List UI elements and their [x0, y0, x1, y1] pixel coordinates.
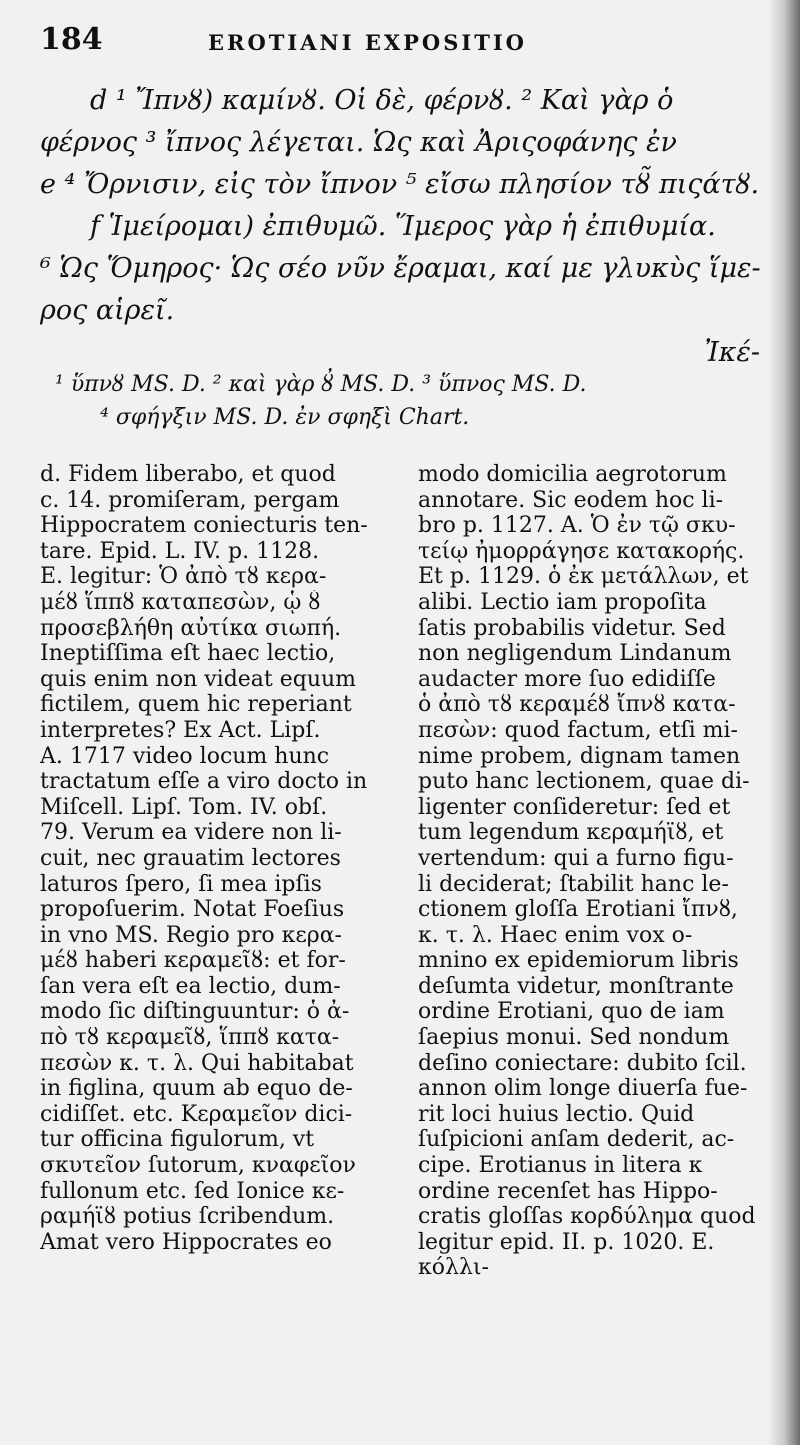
footnotes	[55, 368, 775, 434]
text-line: πεσὼν: quod factum, etſi mi-	[418, 717, 738, 743]
text-line: ραμήϊȣ potius ſcribendum.	[40, 1204, 335, 1230]
text-line: tare. Epid. L. IV. p. 1128.	[40, 538, 320, 564]
text-line: cuit, nec grauatim lectores	[40, 845, 341, 871]
text-line: Miſcell. Lipſ. Tom. IV. obſ.	[40, 794, 328, 820]
text-line: deſumta videtur, monſtrante	[418, 973, 734, 999]
text-line: 79. Verum ea videre non li-	[40, 820, 342, 846]
text-line: rit loci huius lectio. Quid	[418, 1101, 695, 1127]
text-line: fullonum etc. ſed Ionice κε-	[40, 1178, 345, 1204]
text-line: in figlina, quum ab equo de-	[40, 1076, 353, 1102]
text-line: interpretes? Ex Act. Lipſ.	[40, 717, 321, 743]
greek-line: φέρνος ³ ἴπνος λέγεται. Ὡς καὶ Ἀριςοφάνης ἐν	[40, 127, 677, 158]
text-line: modo domicilia aegrotorum	[418, 462, 727, 487]
text-line: tur officina figulorum, vt	[40, 1127, 315, 1153]
footnote-line: ¹ ὕπνȣ MS. D. ² καὶ γὰρ ȣ̓ MS. D. ³ ὕπνος MS. D.	[55, 372, 587, 397]
page-number: 184	[40, 22, 103, 57]
text-line: vertendum: qui a furno figu-	[418, 845, 734, 871]
text-line: non negligendum Lindanum	[418, 641, 732, 667]
text-line: ligenter conſideretur: ſed et	[418, 794, 731, 820]
text-line: d. Fidem liberabo, et quod	[40, 462, 336, 487]
text-line: legitur epid. II. p. 1020. E.	[418, 1229, 715, 1255]
text-line: ordine Erotiani, quo de iam	[418, 999, 725, 1025]
greek-line: e ⁴ Ὄρνισιν, εἰς τὸν ἴπνον ⁵ εἴσω πλησίον τȣ̃ πιςάτȣ.	[40, 169, 760, 200]
text-line: σκυτεῖον ſutorum, κναφεῖον	[40, 1153, 356, 1179]
text-line: ſuſpicioni anſam dederit, ac-	[418, 1127, 735, 1153]
commentary-columns	[40, 462, 775, 1281]
greek-line: f Ἱμείρομαι) ἐπιθυμῶ. Ἵμερος γὰρ ἡ ἐπιθυμία.	[90, 211, 716, 242]
text-line: Et p. 1129. ὁ ἐκ μετάλλων, et	[418, 564, 749, 590]
text-line: Amat vero Hippocrates eo	[40, 1229, 332, 1255]
text-line: cratis gloſſas κορδύλημα quod	[418, 1204, 756, 1230]
text-line: fictilem, quem hic reperiant	[40, 692, 352, 718]
text-line: ὁ ἀπὸ τȣ̃ κεραμέȣ ἴπνȣ κατα-	[418, 692, 736, 718]
text-line: annotare. Sic eodem hoc li-	[418, 487, 724, 513]
text-line: ſatis probabilis videtur. Sed	[418, 615, 726, 641]
footnote-line: ⁴ σφήγξιν MS. D. ἐν σφηξὶ Chart.	[100, 405, 470, 430]
text-line: ordine recenſet has Hippo-	[418, 1178, 718, 1204]
text-line: nime probem, dignam tamen	[418, 743, 741, 769]
text-line: ſan vera eſt ea lectio, dum-	[40, 973, 341, 999]
text-line: ctionem gloſſa Erotiani ἴπνȣ,	[418, 897, 738, 923]
text-line: in vno MS. Regio pro κερα-	[40, 922, 342, 948]
text-line: tum legendum κεραμήϊȣ, et	[418, 820, 724, 846]
text-line: κ. τ. λ. Haec enim vox o-	[418, 922, 693, 948]
text-line: bro p. 1127. A. Ὁ ἐν τῷ σκυ-	[418, 513, 736, 539]
text-line: c. 14. promiſeram, pergam	[40, 487, 340, 513]
text-line: Hippocratem coniecturis ten-	[40, 513, 368, 539]
greek-glossary-text	[40, 80, 770, 374]
running-head: EROTIANI EXPOSITIO	[208, 30, 527, 55]
text-line: ſaepius monui. Sed nondum	[418, 1025, 730, 1051]
text-line: puto hanc lectionem, quae di-	[418, 769, 750, 795]
text-line: quis enim non videat equum	[40, 666, 357, 692]
text-line: li deciderat; ſtabilit hanc le-	[418, 871, 729, 897]
text-line: E. legitur: Ὁ ἀπὸ τȣ̃ κερα-	[40, 564, 327, 590]
page-header	[40, 22, 760, 62]
text-line: annon olim longe diuerſa fue-	[418, 1076, 748, 1102]
text-line: alibi. Lectio iam propoſita	[418, 589, 707, 615]
text-line: propoſuerim. Notat Foeſius	[40, 897, 345, 923]
text-line: κόλλι-	[418, 1255, 489, 1281]
right-column	[418, 462, 775, 1281]
text-line: deſino coniectare: dubito ſcil.	[418, 1050, 747, 1076]
text-line: πεσὼν κ. τ. λ. Qui habitabat	[40, 1050, 354, 1076]
text-line: μέȣ ἵππȣ καταπεσὼν, ᾧ ȣ̓	[40, 589, 321, 615]
catchword: Ἰκέ-	[704, 337, 760, 368]
text-line: μέȣ haberi κεραμεῖȣ: et for-	[40, 948, 346, 974]
text-line: modo ſic diſtinguuntur: ὁ ἀ-	[40, 999, 350, 1025]
greek-line: d ¹ Ἴπνȣ) καμίνȣ. Οἱ δὲ, φέρνȣ. ² Καὶ γὰρ ὁ	[90, 85, 674, 116]
greek-line: ρος αἱρεῖ.	[40, 295, 175, 326]
text-line: audacter more ſuo edidiſſe	[418, 666, 716, 692]
text-line: tractatum eſſe a viro docto in	[40, 769, 368, 795]
text-line: προσεβλήθη αὐτίκα σιωπή.	[40, 615, 342, 641]
text-line: A. 1717 video locum hunc	[40, 743, 330, 769]
text-line: πὸ τȣ̃ κεραμεῖȣ, ἵππȣ κατα-	[40, 1025, 340, 1051]
text-line: Ineptiſſima eſt haec lectio,	[40, 641, 336, 667]
greek-line: ⁶ Ὡς Ὅμηρος· Ὡς σέο νῦν ἔραμαι, καί με γλυκὺς ἵμε-	[40, 253, 761, 284]
text-line: cipe. Erotianus in litera κ	[418, 1153, 703, 1179]
left-column	[40, 462, 397, 1281]
text-line: τείῳ ἠμορράγησε κατακορής.	[418, 538, 745, 564]
text-line: laturos ſpero, ſi mea ipſis	[40, 871, 322, 897]
text-line: cidiſſet. etc. Κεραμεῖον dici-	[40, 1101, 353, 1127]
text-line: mnino ex epidemiorum libris	[418, 948, 739, 974]
